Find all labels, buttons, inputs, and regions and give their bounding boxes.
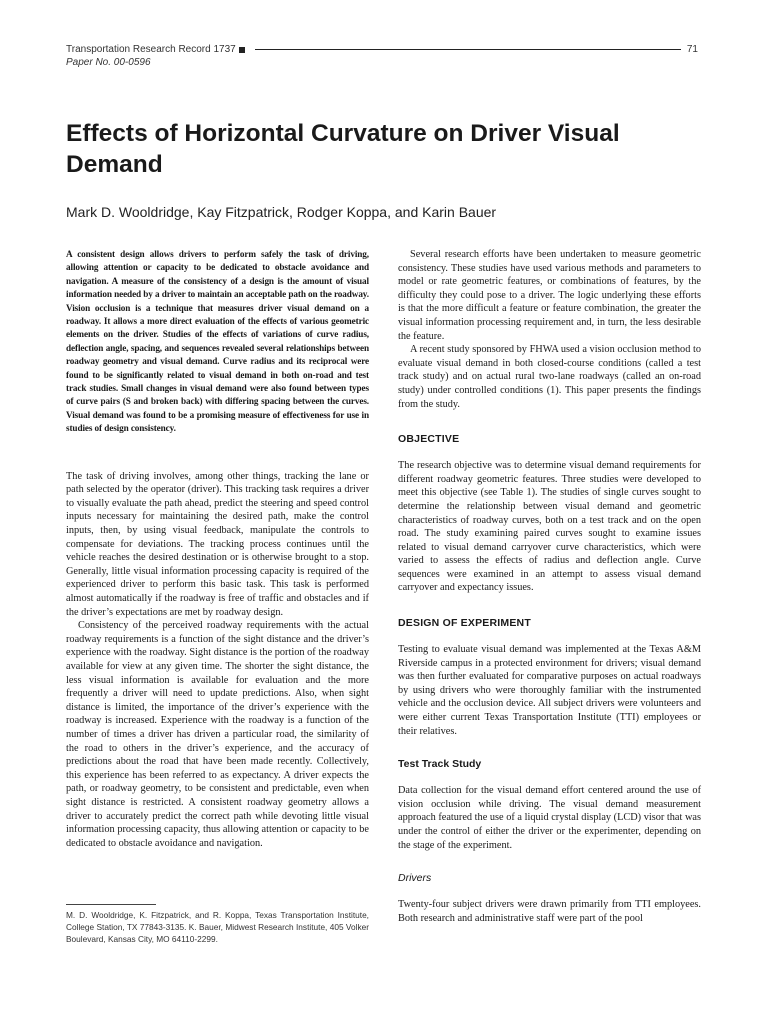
running-header (66, 44, 698, 68)
section-heading-objective: OBJECTIVE (398, 433, 460, 446)
author-affiliation-footnote: M. D. Wooldridge, K. Fitzpatrick, and R. Koppa, Texas Transportation Institute, College Station, TX 77843-3135. K. Bauer, Midwest Research Institute, 405 Volker Boulevard, Kansas City, MO 64110-2299. (66, 910, 369, 945)
square-bullet-icon (239, 47, 245, 53)
journal-name: Transportation Research Record 1737 (66, 44, 236, 55)
abstract-spacer (66, 436, 369, 470)
body-paragraph: The research objective was to determine visual demand requirements for different roadway geometric features. Three studies were developed to meet this objective (see Table 1). The studies of single curves sought to determine the relationship between visual demand and geometric characteristics of roadway curves, both on a test track and on the open road. The study examining paired curves sought to examine issues related to visual demand carryover curve characteristics, which were varied to assess the effects of radius and deflection angle. Curve sequences were examined in an attempt to assess visual demand carryover and expectancy issues. (398, 460, 701, 594)
body-paragraph: Data collection for the visual demand effort centered around the use of vision occlusion while driving. The visual demand measurement approach featured the use of a liquid crystal display (LCD) visor that was under the control of either the driver or the experimenter, depending on the stage of the experiment. (398, 785, 701, 851)
subsubsection-heading-drivers: Drivers (398, 872, 432, 885)
section-heading-design: DESIGN OF EXPERIMENT (398, 617, 531, 630)
footnote-rule (66, 904, 156, 905)
page-number: 71 (686, 44, 698, 55)
paper-number: Paper No. 00-0596 (66, 57, 151, 68)
header-rule (255, 49, 681, 50)
body-paragraph: The task of driving involves, among other things, tracking the lane or path selected by the operator (driver). This tracking task requires a driver to visually evaluate the path ahead, predict the steering and speed control inputs necessary for maintaining the desired path, make the control inputs, then, by using visual feedback, manipulate the controls to compensate for deviations. The tracking process continues until the vehicle reaches the desired destination or is otherwise brought to a stop. Generally, little visual information processing capacity is required of the experienced driver to perform this basic task. This task is performed almost automatically if the roadway is free of traffic and obstacles and if the driver’s expectations are met by roadway design. (66, 470, 369, 618)
paper-title: Effects of Horizontal Curvature on Driver Visual Demand (66, 120, 620, 178)
abstract: A consistent design allows drivers to perform safely the task of driving, allowing attention or capacity to be dedicated to obstacle avoidance and navigation. A measure of the consistency of a design is the amount of visual information needed by a driver to maintain an acceptable path on the roadway. Vision occlusion is a technique that measures driver visual demand on a roadway. It allows a more direct evaluation of the effects of various geometric elements on the driver. Studies of the effects of variations of curve radius, deflection angle, spacing, and sequences revealed several relationships between roadway geometry and visual demand. Curve radius and its reciprocal were found to be significantly related to visual demand in both on-road and test track studies. Small changes in visual demand were also found between types of curve pairs (S and broken back) with differing spacing between the curves. Visual demand was found to be a promising measure of effectiveness for use in studies of design consistency. (66, 249, 369, 434)
left-column (66, 248, 369, 850)
body-paragraph: Several research efforts have been undertaken to measure geometric consistency. These studies have used various methods and parameters to model or rate geometric features, or combinations of features, by the difficulty they could pose to a driver. The logic underlying these efforts is that the more difficult a feature or feature combination, the greater the visual information processing requirement and, in turn, the less desirable the feature. (398, 249, 701, 342)
body-paragraph: Testing to evaluate visual demand was implemented at the Texas A&M Riverside campus in a protected environment for drivers; visual demand was then further evaluated for comparative purposes on actual roadways by using drivers who were thoroughly familiar with the instrumented vehicle and the occlusion device. All subject drivers were volunteers and were either current Texas Transportation Institute (TTI) employees or their relatives. (398, 644, 701, 737)
body-paragraph: Consistency of the perceived roadway requirements with the actual roadway requirements is a function of the sight distance and the driver’s experience with the roadway. Sight distance is the portion of the roadway available for view at any given time. The shorter the sight distance, the less visual information is available for evaluation and the more frequently a driver will need to update predictions. Also, when sight distance is limited, the importance of the driver’s experience with the roadway is increased. Experience with the roadway is a function of the number of times a driver has driven a particular road, the similarity of the road to others in the driver’s experience, and the accuracy of predictions about the road that have been made recently. Collectively, this experience has been referred to as expectancy. A driver expects the path, or roadway geometry, to be consistent and predictable, even when sight distance is restricted. A consistent roadway geometry allows a driver to accurately predict the correct path while devoting little visual information processing capacity, thus allowing attention or capacity to be dedicated to obstacle avoidance and navigation. (66, 620, 369, 849)
body-paragraph: Twenty-four subject drivers were drawn primarily from TTI employees. Both research and administrative staff were part of the pool (398, 899, 701, 924)
right-column (398, 248, 701, 925)
author-list: Mark D. Wooldridge, Kay Fitzpatrick, Rodger Koppa, and Karin Bauer (66, 204, 497, 220)
body-paragraph: A recent study sponsored by FHWA used a vision occlusion method to evaluate visual demand in both closed-course conditions (called a test track study) and on actual rural two-lane roadways (called an on-road study) under controlled conditions (1). This paper presents the findings from the study. (398, 344, 701, 410)
subsection-heading-test-track: Test Track Study (398, 758, 482, 771)
